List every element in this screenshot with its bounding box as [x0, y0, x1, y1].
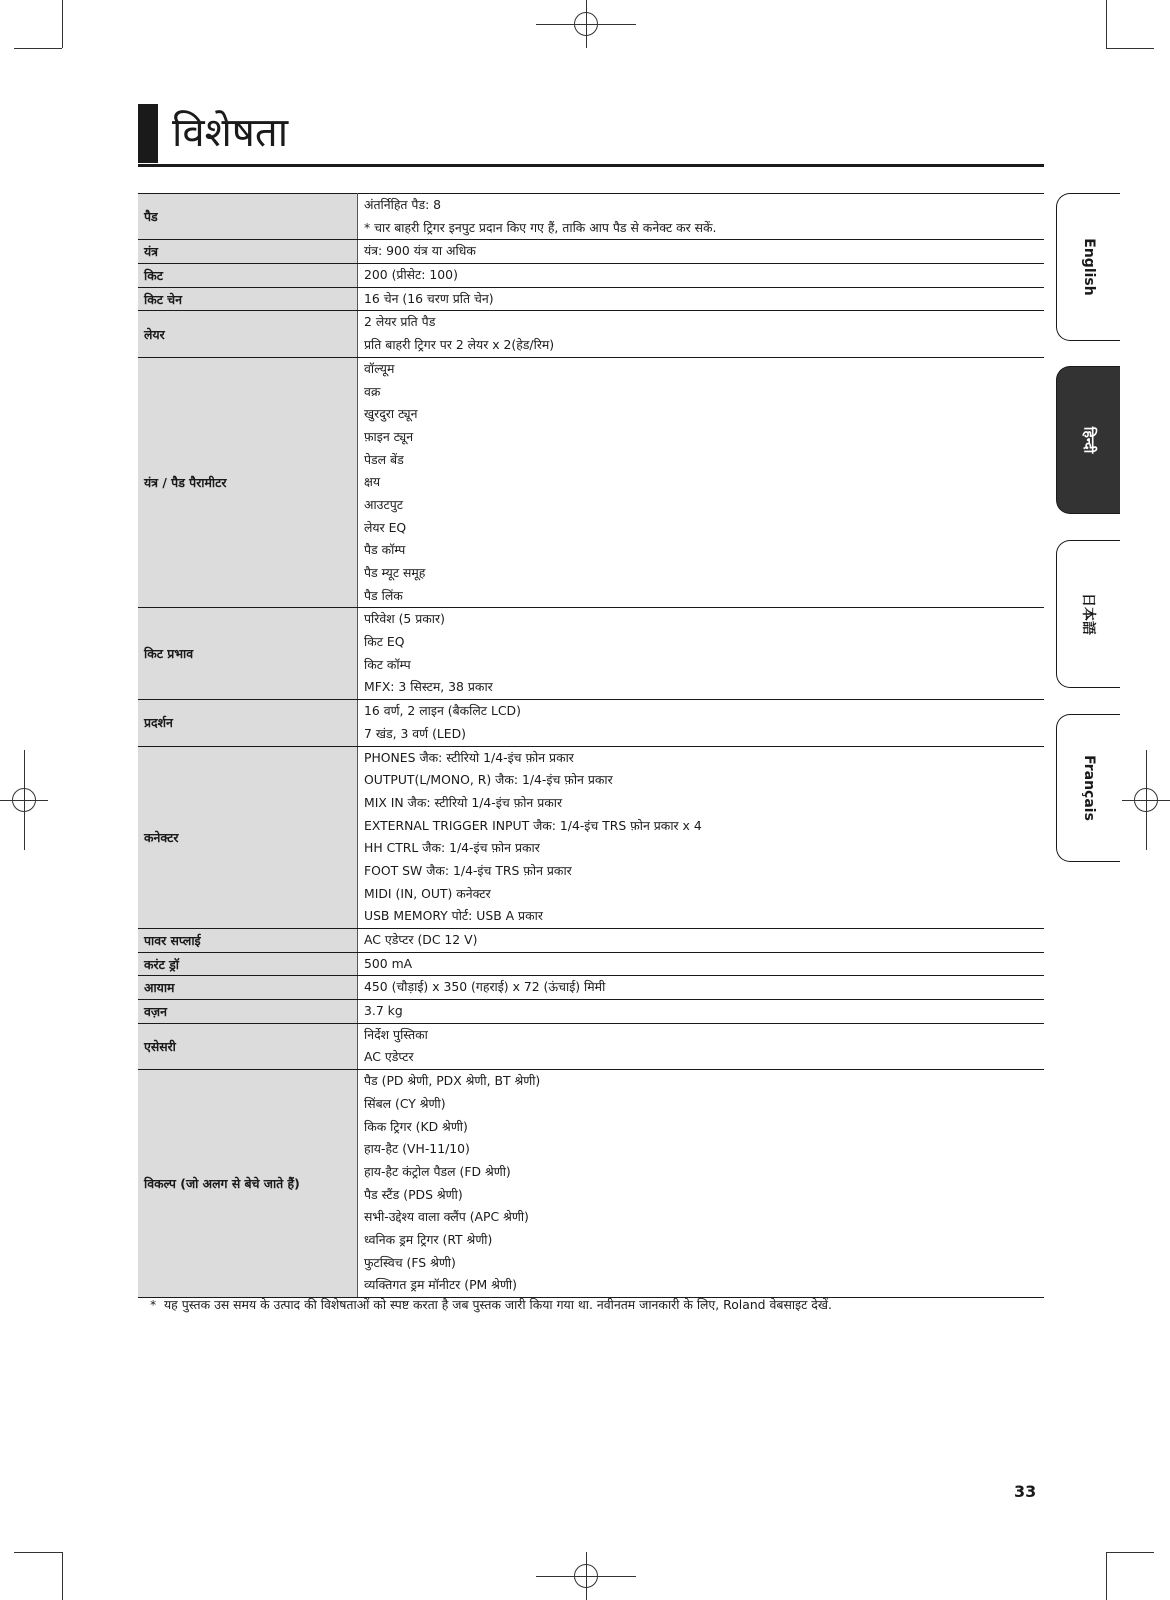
spec-row: [138, 746, 1044, 929]
spec-value: 2 लेयर प्रति पैड: [364, 314, 436, 330]
spec-values: [358, 264, 1045, 288]
spec-value: 500 mA: [364, 955, 413, 971]
spec-value: 16 वर्ण, 2 लाइन (बैकलिट LCD): [364, 703, 521, 719]
spec-label: एसेसरी: [138, 1023, 358, 1069]
spec-value: FOOT SW जैक: 1/4-इंच TRS फ़ोन प्रकार: [364, 862, 572, 878]
spec-label: यंत्र / पैड पैरामीटर: [138, 357, 358, 608]
tab-label: 日本語: [1079, 593, 1096, 635]
spec-value: सभी-उद्देश्य वाला क्लैंप (APC श्रेणी): [364, 1209, 529, 1225]
spec-value: 450 (चौड़ाई) x 350 (गहराई) x 72 (ऊंचाई) मिमी: [364, 979, 606, 995]
spec-label: किट: [138, 264, 358, 288]
spec-value: हाय-हैट कंट्रोल पैडल (FD श्रेणी): [364, 1163, 511, 1179]
spec-row: [138, 700, 1044, 746]
spec-value: HH CTRL जैक: 1/4-इंच फ़ोन प्रकार: [364, 840, 540, 856]
spec-value: खुरदुरा ट्यून: [364, 406, 418, 422]
spec-value: प्रति बाहरी ट्रिगर पर 2 लेयर x 2(हेड/रिम): [364, 337, 555, 353]
spec-row: [138, 357, 1044, 608]
spec-label: विकल्प (जो अलग से बेचे जाते हैं): [138, 1070, 358, 1298]
spec-row: [138, 287, 1044, 311]
spec-row: [138, 952, 1044, 976]
footnote-text: यह पुस्तक उस समय के उत्पाद की विशेषताओं को स्पष्ट करता है जब पुस्तक जारी किया गया था. नवीनतम जानकारी के लिए, Roland वेबसाइट देखें.: [164, 1297, 832, 1312]
spec-value: पैड (PD श्रेणी, PDX श्रेणी, BT श्रेणी): [364, 1073, 541, 1089]
footnote-marker: *: [150, 1297, 157, 1312]
spec-value: PHONES जैक: स्टीरियो 1/4-इंच फ़ोन प्रकार: [364, 749, 574, 765]
footnote: [150, 1295, 1044, 1315]
spec-label: पावर सप्लाई: [138, 929, 358, 953]
spec-values: [358, 357, 1045, 608]
spec-value: OUTPUT(L/MONO, R) जैक: 1/4-इंच फ़ोन प्रकार: [364, 772, 613, 788]
tab-english[interactable]: [1056, 193, 1120, 341]
spec-values: [358, 240, 1045, 264]
spec-values: [358, 746, 1045, 929]
spec-values: [358, 194, 1045, 240]
spec-row: [138, 240, 1044, 264]
spec-value: फुटस्विच (FS श्रेणी): [364, 1254, 456, 1270]
spec-value: व्यक्तिगत ड्रम मॉनीटर (PM श्रेणी): [364, 1277, 517, 1293]
spec-label: पैड: [138, 194, 358, 240]
tab-japanese[interactable]: [1056, 540, 1120, 688]
spec-value: पैड स्टैंड (PDS श्रेणी): [364, 1186, 463, 1202]
spec-value: किट EQ: [364, 634, 405, 650]
spec-label: लेयर: [138, 311, 358, 357]
tab-label: Français: [1080, 755, 1097, 821]
spec-value: 3.7 kg: [364, 1003, 403, 1019]
spec-value: पैड लिंक: [364, 587, 403, 603]
page-number: 33: [1014, 1482, 1037, 1501]
spec-value: फ़ाइन ट्यून: [364, 428, 414, 444]
spec-value: EXTERNAL TRIGGER INPUT जैक: 1/4-इंच TRS फ़ोन प्रकार x 4: [364, 817, 702, 833]
spec-label: यंत्र: [138, 240, 358, 264]
spec-value: ध्वनिक ड्रम ट्रिगर (RT श्रेणी): [364, 1231, 493, 1247]
spec-value: आउटपुट: [364, 496, 403, 512]
spec-value: 200 (प्रीसेट: 100): [364, 267, 458, 283]
spec-label: किट प्रभाव: [138, 608, 358, 700]
spec-value: हाय-हैट (VH-11/10): [364, 1141, 470, 1157]
spec-row: [138, 1070, 1044, 1298]
spec-values: [358, 1023, 1045, 1069]
spec-row: [138, 1000, 1044, 1024]
spec-label: प्रदर्शन: [138, 700, 358, 746]
spec-value: पेडल बेंड: [364, 451, 404, 467]
spec-label: करंट ड्रॉ: [138, 952, 358, 976]
tab-label: हिन्दी: [1080, 426, 1096, 454]
tab-french[interactable]: [1056, 714, 1120, 862]
spec-label: आयाम: [138, 976, 358, 1000]
page-title: विशेषता: [172, 110, 289, 156]
spec-table: [138, 193, 1044, 1298]
spec-row: [138, 311, 1044, 357]
spec-value: क्षय: [364, 474, 381, 490]
spec-row: [138, 976, 1044, 1000]
spec-value: निर्देश पुस्तिका: [364, 1026, 428, 1042]
spec-value: अंतर्निहित पैड: 8: [364, 197, 442, 212]
spec-label: कनेक्टर: [138, 746, 358, 929]
spec-value: सिंबल (CY श्रेणी): [364, 1095, 446, 1111]
spec-value: 16 चेन (16 चरण प्रति चेन): [364, 290, 494, 306]
spec-values: [358, 952, 1045, 976]
spec-value: AC एडेप्टर (DC 12 V): [364, 932, 478, 947]
tab-label: English: [1080, 238, 1097, 296]
spec-row: [138, 608, 1044, 700]
spec-value: यंत्र: 900 यंत्र या अधिक: [364, 243, 476, 259]
spec-value: AC एडेप्टर: [364, 1049, 414, 1065]
section-heading: [138, 104, 1044, 167]
spec-values: [358, 1000, 1045, 1024]
spec-values: [358, 976, 1045, 1000]
spec-value: वक्र: [364, 383, 381, 399]
spec-value: पैड कॉम्प: [364, 542, 406, 558]
spec-values: [358, 700, 1045, 746]
spec-values: [358, 1070, 1045, 1298]
spec-values: [358, 287, 1045, 311]
spec-value: USB MEMORY पोर्ट: USB A प्रकार: [364, 908, 543, 924]
tab-hindi[interactable]: [1056, 366, 1120, 514]
spec-values: [358, 929, 1045, 953]
spec-values: [358, 311, 1045, 357]
spec-value: पैड म्यूट समूह: [364, 565, 426, 580]
spec-value: वॉल्यूम: [364, 360, 395, 376]
spec-row: [138, 1023, 1044, 1069]
spec-values: [358, 608, 1045, 700]
spec-value: MFX: 3 सिस्टम, 38 प्रकार: [364, 679, 493, 695]
spec-value: किट कॉम्प: [364, 656, 411, 672]
spec-label: वज़न: [138, 1000, 358, 1024]
spec-value: MIX IN जैक: स्टीरियो 1/4-इंच फ़ोन प्रकार: [364, 794, 563, 810]
spec-row: [138, 929, 1044, 953]
spec-value: MIDI (IN, OUT) कनेक्टर: [364, 885, 491, 901]
spec-value: परिवेश (5 प्रकार): [364, 611, 445, 627]
spec-value: लेयर EQ: [364, 519, 407, 535]
spec-value: किक ट्रिगर (KD श्रेणी): [364, 1118, 468, 1134]
spec-row: [138, 194, 1044, 240]
spec-value: 7 खंड, 3 वर्ण (LED): [364, 725, 467, 741]
spec-value: * चार बाहरी ट्रिगर इनपुट प्रदान किए गए हैं, ताकि आप पैड से कनेक्ट कर सकें.: [364, 219, 717, 235]
heading-bar: [138, 104, 158, 163]
spec-row: [138, 264, 1044, 288]
spec-label: किट चेन: [138, 287, 358, 311]
